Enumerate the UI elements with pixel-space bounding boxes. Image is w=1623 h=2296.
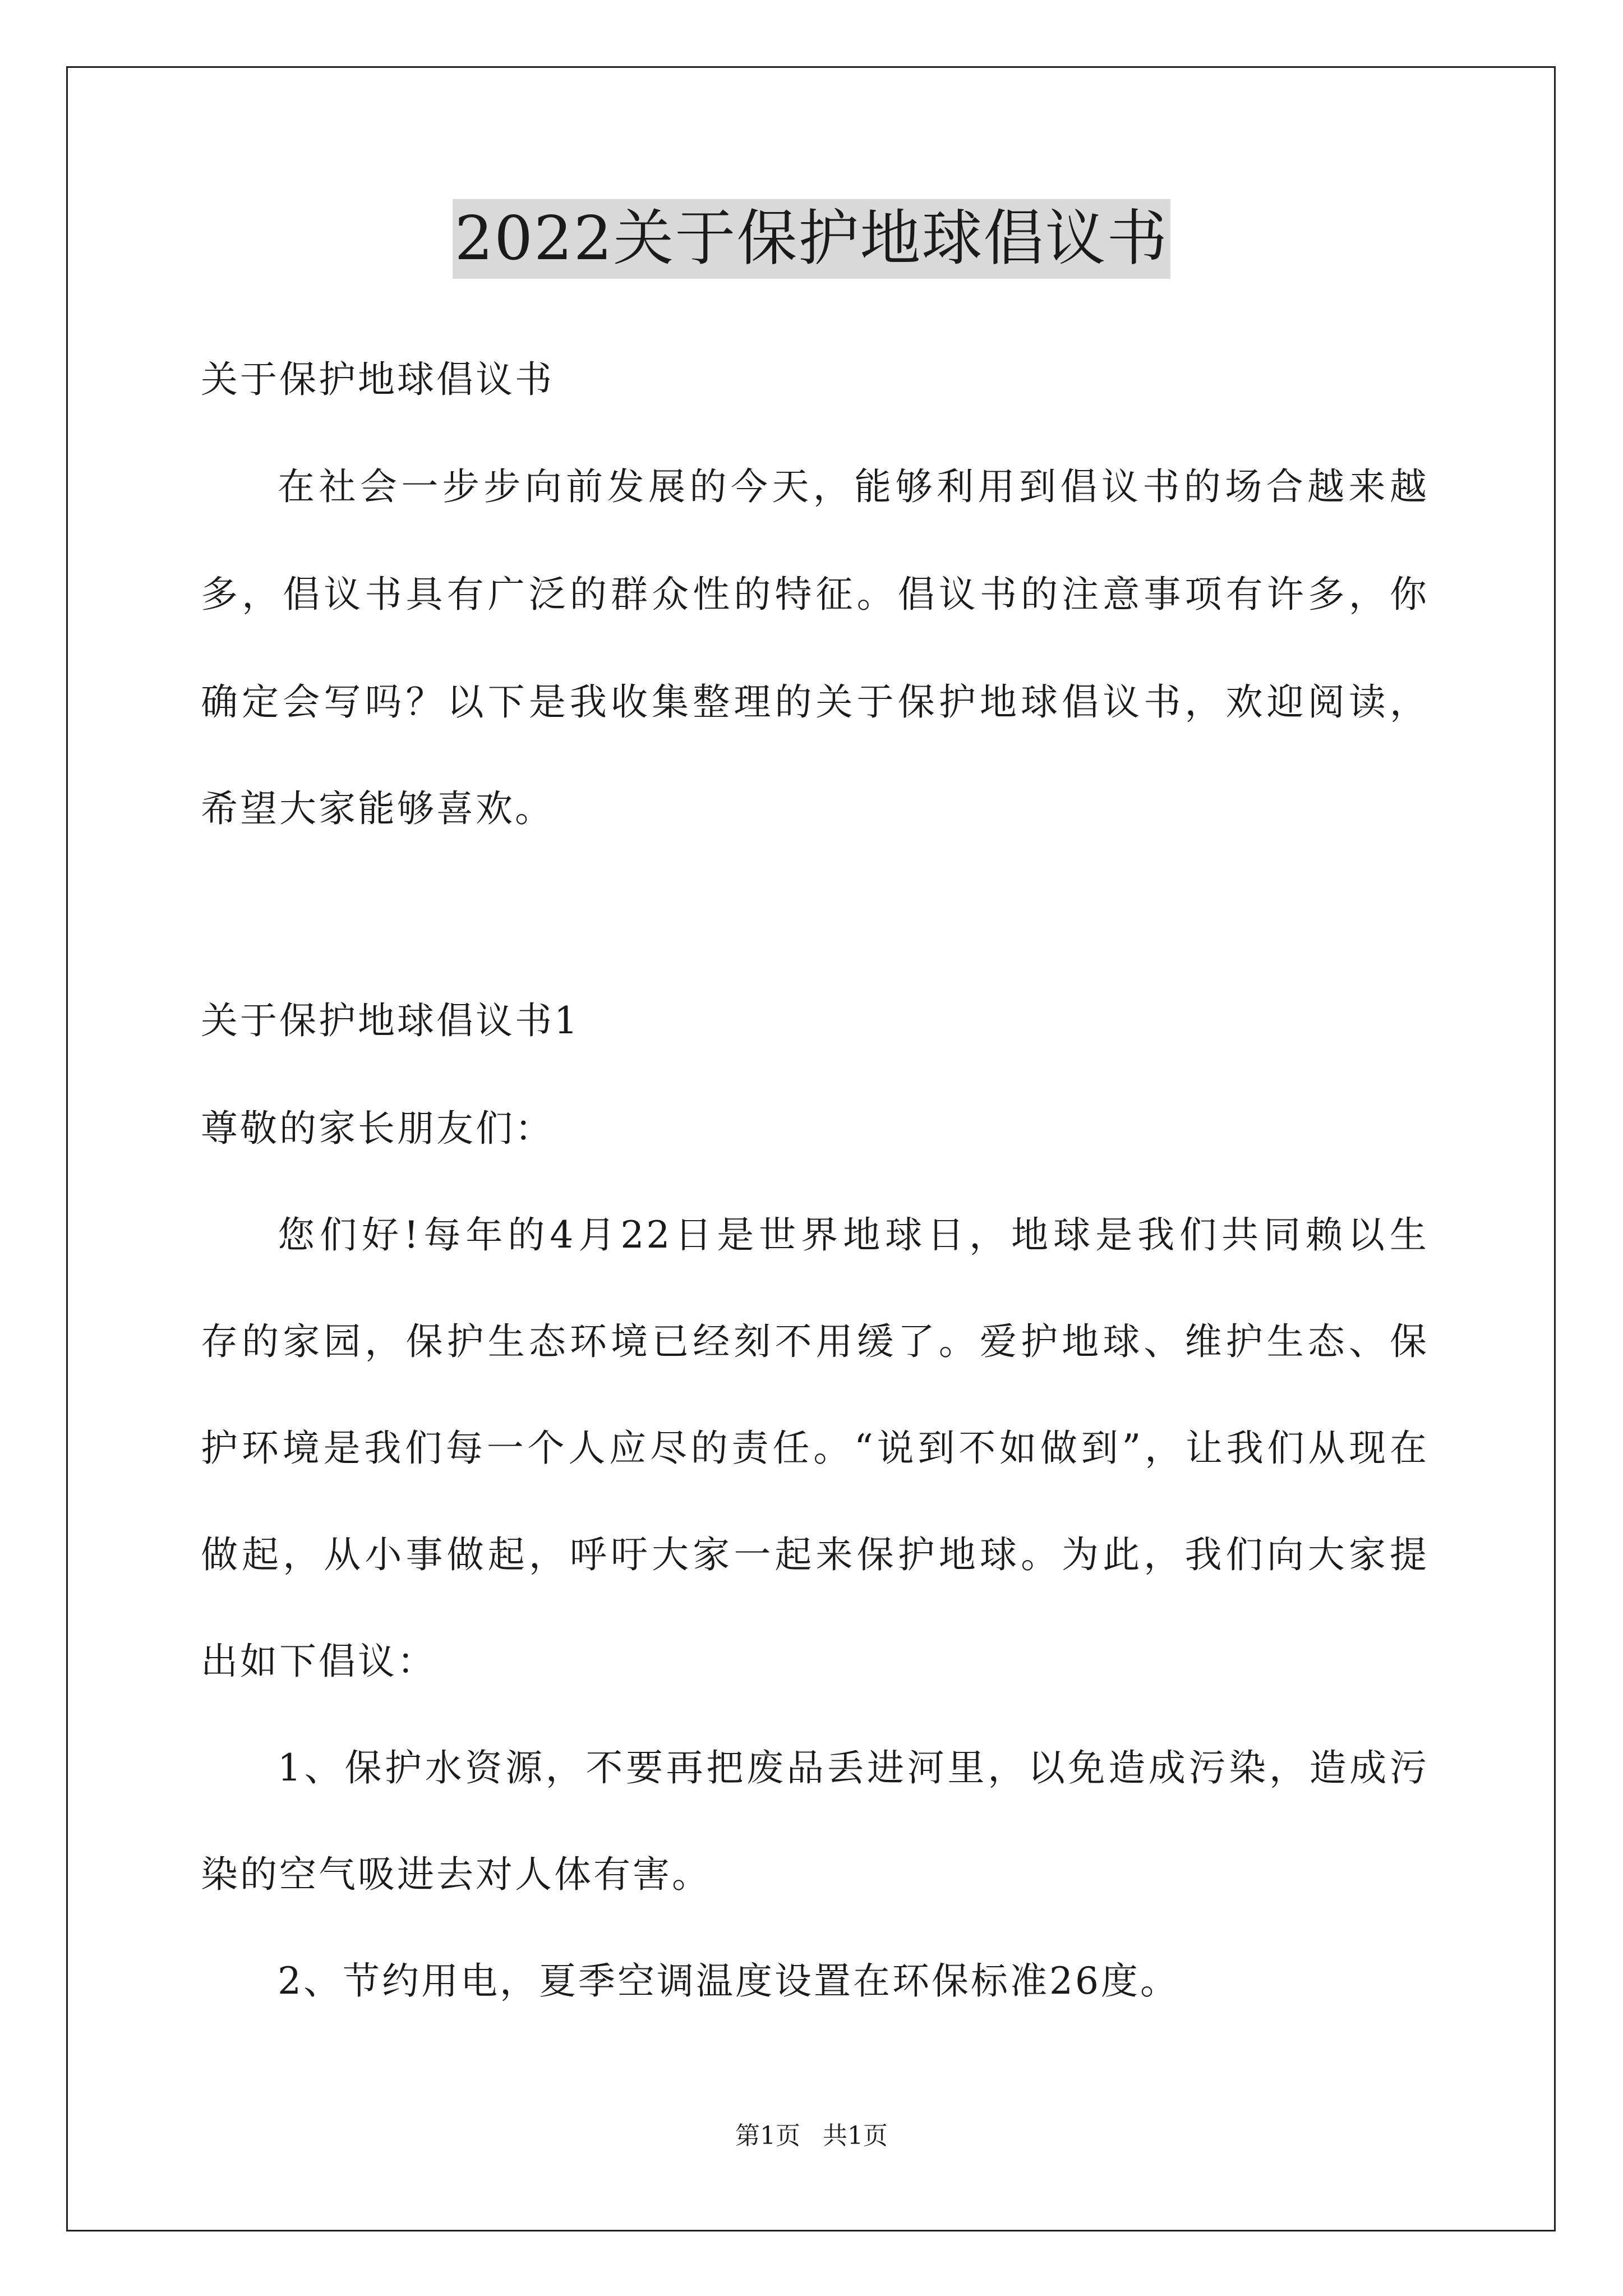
page-total: 共1页 (823, 2122, 888, 2150)
salutation: 尊敬的家长朋友们： (201, 1107, 554, 1150)
page-footer (0, 2120, 1623, 2152)
paragraph-line: 在社会一步步向前发展的今天，能够利用到倡议书的场合越来越 (278, 465, 1429, 508)
list-item-line: 染的空气吸进去对人体有害。 (201, 1853, 711, 1896)
paragraph-line: 护环境是我们每一个人应尽的责任。“说到不如做到”，让我们从现在 (201, 1427, 1429, 1470)
page-number: 第1页 (735, 2122, 800, 2150)
paragraph-line: 存的家园，保护生态环境已经刻不用缓了。爱护地球、维护生态、保 (201, 1320, 1429, 1363)
list-item-line: 2、节约用电，夏季空调温度设置在环保标准26度。 (278, 1959, 1179, 2003)
paragraph-line: 多，倡议书具有广泛的群众性的特征。倡议书的注意事项有许多，你 (201, 573, 1429, 616)
paragraph-line: 出如下倡议： (201, 1640, 436, 1683)
paragraph-line: 确定会写吗？以下是我收集整理的关于保护地球倡议书，欢迎阅读， (201, 680, 1429, 724)
paragraph-line: 希望大家能够喜欢。 (201, 787, 554, 830)
paragraph-line: 做起，从小事做起，呼吁大家一起来保护地球。为此，我们向大家提 (201, 1533, 1429, 1576)
subtitle: 关于保护地球倡议书 (201, 358, 554, 401)
section-heading: 关于保护地球倡议书1 (201, 999, 580, 1042)
paragraph-line: 您们好!每年的4月22日是世界地球日，地球是我们共同赖以生 (278, 1213, 1429, 1257)
document-title: 2022关于保护地球倡议书 (453, 199, 1171, 279)
list-item-line: 1、保护水资源，不要再把废品丢进河里，以免造成污染，造成污 (278, 1746, 1429, 1789)
title-container (0, 199, 1623, 279)
